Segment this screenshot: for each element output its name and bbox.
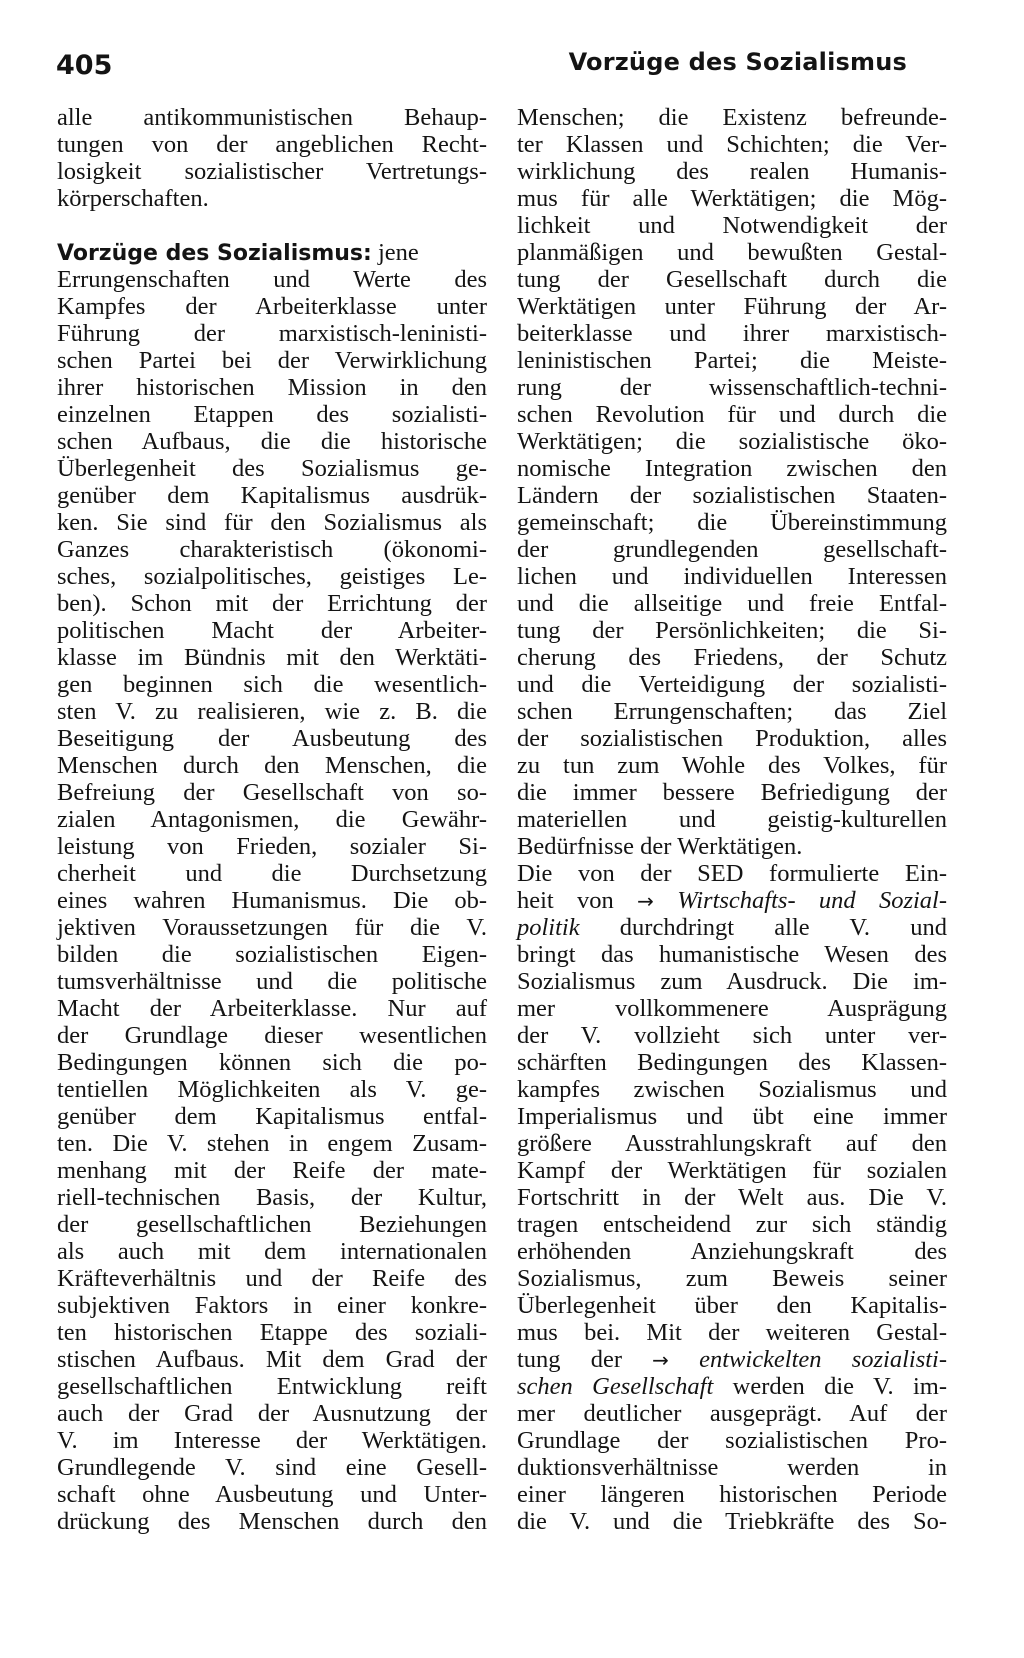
- text-line: erhöhenden Anziehungskraft des: [517, 1238, 947, 1265]
- text-line: Bedingungen können sich die po-: [57, 1049, 487, 1076]
- text-line: die immer bessere Befriedigung der: [517, 779, 947, 806]
- text-line: lichkeit und Notwendigkeit der: [517, 212, 947, 239]
- text-fragment: heit von: [517, 887, 614, 914]
- text-line: nomische Integration zwischen den: [517, 455, 947, 482]
- text-line: schen Errungenschaften; das Ziel: [517, 698, 947, 725]
- left-column: [57, 104, 487, 1535]
- right-column: [517, 104, 947, 1535]
- text-line: Überlegenheit über den Kapitalis-: [517, 1292, 947, 1319]
- text-line: Bedürfnisse der Werktätigen.: [517, 833, 803, 860]
- text-line: Kräfteverhältnis und der Reife des: [57, 1265, 487, 1292]
- text-line: Führung der marxistisch-leninisti-: [57, 320, 487, 347]
- text-line: als auch mit dem internationalen: [57, 1238, 487, 1265]
- text-line: leninistischen Partei; die Meiste-: [517, 347, 947, 374]
- text-line: Grundlage der sozialistischen Pro-: [517, 1427, 947, 1454]
- text-line: tentiellen Möglichkeiten als V. ge-: [57, 1076, 487, 1103]
- text-line: Fortschritt in der Welt aus. Die V.: [517, 1184, 947, 1211]
- text-line: bilden die sozialistischen Eigen-: [57, 941, 487, 968]
- text-fragment: tung der: [517, 1346, 622, 1373]
- cross-reference: schen Gesellschaft: [517, 1373, 714, 1400]
- text-line: genüber dem Kapitalismus entfal-: [57, 1103, 487, 1130]
- arrow-icon: →: [637, 889, 654, 913]
- text-line: stischen Aufbaus. Mit dem Grad der: [57, 1346, 487, 1373]
- text-line: genüber dem Kapitalismus ausdrük-: [57, 482, 487, 509]
- text-line: drückung des Menschen durch den: [57, 1508, 487, 1535]
- text-line: sches, sozialpolitisches, geistiges Le-: [57, 563, 487, 590]
- text-line: tragen entscheidend zur sich ständig: [517, 1211, 947, 1238]
- text-line: lichen und individuellen Interessen: [517, 563, 947, 590]
- text-line: materiellen und geistig-kulturellen: [517, 806, 947, 833]
- text-line: ben). Schon mit der Errichtung der: [57, 590, 487, 617]
- text-line: klasse im Bündnis mit den Werktäti-: [57, 644, 487, 671]
- entry-first-line-text: jene: [377, 239, 419, 266]
- text-line: tungen von der angeblichen Recht-: [57, 131, 487, 158]
- text-line: schaft ohne Ausbeutung und Unter-: [57, 1481, 487, 1508]
- text-line: mus bei. Mit der weiteren Gestal-: [517, 1319, 947, 1346]
- arrow-icon: →: [652, 1348, 669, 1372]
- text-line: Grundlegende V. sind eine Gesell-: [57, 1454, 487, 1481]
- text-line: duktionsverhältnisse werden in: [517, 1454, 947, 1481]
- cross-reference: entwickelten sozialisti-: [699, 1346, 948, 1373]
- text-line: Ländern der sozialistischen Staaten-: [517, 482, 947, 509]
- text-line: bringt das humanistische Wesen des: [517, 941, 947, 968]
- text-line: schärften Bedingungen des Klassen-: [517, 1049, 947, 1076]
- text-line: größere Ausstrahlungskraft auf den: [517, 1130, 947, 1157]
- text-line: körperschaften.: [57, 185, 209, 212]
- right-lines-a: [517, 104, 947, 860]
- text-line: mer deutlicher ausgeprägt. Auf der: [517, 1400, 947, 1427]
- text-line: und die allseitige und freie Entfal-: [517, 590, 947, 617]
- text-line: schen Partei bei der Verwirklichung: [57, 347, 487, 374]
- text-line: gen beginnen sich die wesentlich-: [57, 671, 487, 698]
- text-line: eines wahren Humanismus. Die ob-: [57, 887, 487, 914]
- text-line: einer längeren historischen Periode: [517, 1481, 947, 1508]
- text-fragment: werden die V. im-: [732, 1373, 947, 1400]
- text-line: Die von der SED formulierte Ein-: [517, 860, 947, 887]
- right-lines-c: [517, 1400, 947, 1535]
- text-line: die V. und die Triebkräfte des So-: [517, 1508, 947, 1535]
- text-line: tung der Gesellschaft durch die: [517, 266, 947, 293]
- text-line: beiterklasse und ihrer marxistisch-: [517, 320, 947, 347]
- text-line: cherheit und die Durchsetzung: [57, 860, 487, 887]
- text-line: menhang mit der Reife der mate-: [57, 1157, 487, 1184]
- text-line-with-reference: [517, 1346, 947, 1373]
- text-line: subjektiven Faktors in einer konkre-: [57, 1292, 487, 1319]
- text-line: einzelnen Etappen des sozialisti-: [57, 401, 487, 428]
- text-line: Ganzes charakteristisch (ökonomi-: [57, 536, 487, 563]
- text-line: zu tun zum Wohle des Volkes, für: [517, 752, 947, 779]
- text-line: gemeinschaft; die Übereinstimmung: [517, 509, 947, 536]
- text-line: Sozialismus, zum Beweis seiner: [517, 1265, 947, 1292]
- text-line: rung der wissenschaftlich-techni-: [517, 374, 947, 401]
- text-line: ken. Sie sind für den Sozialismus als: [57, 509, 487, 536]
- text-line: Sozialismus zum Ausdruck. Die im-: [517, 968, 947, 995]
- text-line: leistung von Frieden, sozialer Si-: [57, 833, 487, 860]
- text-line: alle antikommunistischen Behaup-: [57, 104, 487, 131]
- text-line: Befreiung der Gesellschaft von so-: [57, 779, 487, 806]
- text-line: wirklichung des realen Humanis-: [517, 158, 947, 185]
- paragraph-gap: [57, 212, 487, 239]
- text-line: Beseitigung der Ausbeutung des: [57, 725, 487, 752]
- text-line: Überlegenheit des Sozialismus ge-: [57, 455, 487, 482]
- text-line-with-reference: [517, 1373, 947, 1400]
- text-line-with-reference: [517, 914, 947, 941]
- text-line: V. im Interesse der Werktätigen.: [57, 1427, 487, 1454]
- text-line: der gesellschaftlichen Beziehungen: [57, 1211, 487, 1238]
- text-line: mer vollkommenere Ausprägung: [517, 995, 947, 1022]
- text-line: tung der Persönlichkeiten; die Si-: [517, 617, 947, 644]
- text-line: schen Aufbaus, die die historische: [57, 428, 487, 455]
- text-line: Imperialismus und übt eine immer: [517, 1103, 947, 1130]
- text-line: Werktätigen; die sozialistische öko-: [517, 428, 947, 455]
- text-line: Kampfes der Arbeiterklasse unter: [57, 293, 487, 320]
- text-line: der V. vollzieht sich unter ver-: [517, 1022, 947, 1049]
- text-fragment: durchdringt alle V. und: [619, 914, 947, 941]
- text-line: ter Klassen und Schichten; die Ver-: [517, 131, 947, 158]
- text-line: Macht der Arbeiterklasse. Nur auf: [57, 995, 487, 1022]
- text-line: planmäßigen und bewußten Gestal-: [517, 239, 947, 266]
- text-line: kampfes zwischen Sozialismus und: [517, 1076, 947, 1103]
- right-lines-b: [517, 941, 947, 1346]
- text-line: tumsverhältnisse und die politische: [57, 968, 487, 995]
- text-line: Kampf der Werktätigen für sozialen: [517, 1157, 947, 1184]
- text-line: politischen Macht der Arbeiter-: [57, 617, 487, 644]
- text-line: Werktätigen unter Führung der Ar-: [517, 293, 947, 320]
- text-line: schen Revolution für und durch die: [517, 401, 947, 428]
- text-line: Menschen durch den Menschen, die: [57, 752, 487, 779]
- text-line: sten V. zu realisieren, wie z. B. die: [57, 698, 487, 725]
- text-line: losigkeit sozialistischer Vertretungs-: [57, 158, 487, 185]
- running-head: Vorzüge des Sozialismus: [568, 48, 907, 76]
- text-line: ten historischen Etappe des soziali-: [57, 1319, 487, 1346]
- text-line: Menschen; die Existenz befreunde-: [517, 104, 947, 131]
- cross-reference: Wirtschafts- und Sozial-: [677, 887, 948, 914]
- text-line: und die Verteidigung der sozialisti-: [517, 671, 947, 698]
- cross-reference: politik: [517, 914, 580, 941]
- text-line: gesellschaftlichen Entwicklung reift: [57, 1373, 487, 1400]
- text-line: der sozialistischen Produktion, alles: [517, 725, 947, 752]
- entry-headline: [57, 239, 487, 266]
- text-line: Errungenschaften und Werte des: [57, 266, 487, 293]
- text-line: der grundlegenden gesellschaft-: [517, 536, 947, 563]
- entry-body: [57, 266, 487, 1535]
- text-line-with-reference: [517, 887, 947, 914]
- text-line: auch der Grad der Ausnutzung der: [57, 1400, 487, 1427]
- text-line: riell-technischen Basis, der Kultur,: [57, 1184, 487, 1211]
- text-line: ten. Die V. stehen in engem Zusam-: [57, 1130, 487, 1157]
- text-line: cherung des Friedens, der Schutz: [517, 644, 947, 671]
- text-line: mus für alle Werktätigen; die Mög-: [517, 185, 947, 212]
- text-line: jektiven Voraussetzungen für die V.: [57, 914, 487, 941]
- page-number: 405: [56, 50, 113, 81]
- text-line: ihrer historischen Mission in den: [57, 374, 487, 401]
- text-line: zialen Antagonismen, die Gewähr-: [57, 806, 487, 833]
- entry-keyword: Vorzüge des Sozialismus:: [57, 241, 372, 266]
- text-line: der Grundlage dieser wesentlichen: [57, 1022, 487, 1049]
